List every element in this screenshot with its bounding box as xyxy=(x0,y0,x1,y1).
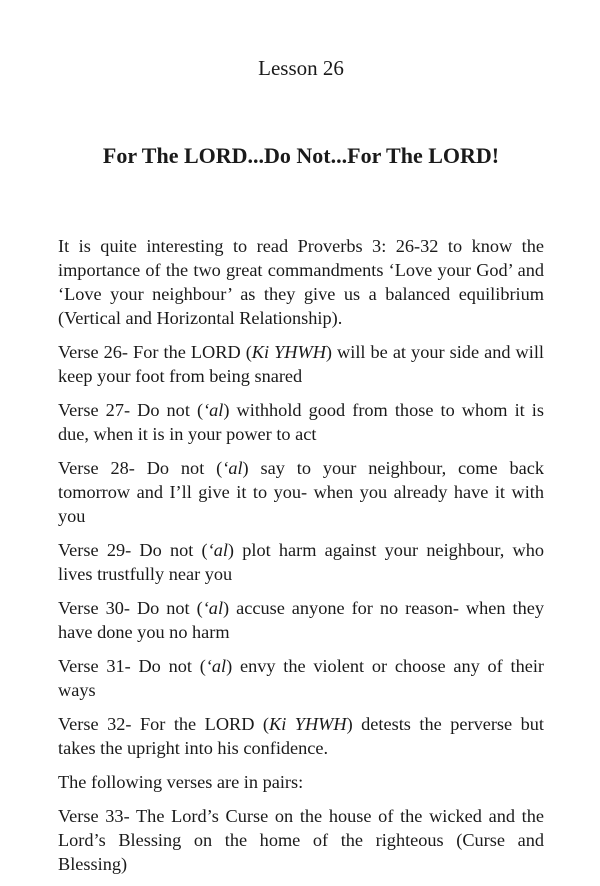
lesson-title: For The LORD...Do Not...For The LORD! xyxy=(102,143,500,168)
verse-31-term: ‘al xyxy=(205,656,227,676)
verse-30-term: ‘al xyxy=(202,598,224,618)
verse-30-rest: ) accuse anyone for no reason- when they have done you no harm xyxy=(58,598,544,642)
verse-28-term: ‘al xyxy=(222,458,243,478)
verse-28-rest: ) say to your neighbour, come back tomorrow and I’ll give it to you- when you already have it with you xyxy=(58,458,544,526)
verse-29-text: Verse 29- Do not ( xyxy=(58,540,208,560)
verse-26 xyxy=(58,340,544,388)
verse-31-text: Verse 31- Do not ( xyxy=(58,656,206,676)
book-page xyxy=(58,0,545,874)
verse-29 xyxy=(58,538,544,586)
verse-31-rest: ) envy the violent or choose any of their ways xyxy=(58,656,544,700)
verse-26-text: Verse 26- For the LORD ( xyxy=(58,342,252,362)
verse-31 xyxy=(58,654,544,702)
verse-32-term: Ki YHWH xyxy=(269,714,347,734)
verse-30-text: Verse 30- Do not ( xyxy=(58,598,203,618)
verse-30 xyxy=(58,596,544,644)
verse-27-text: Verse 27- Do not ( xyxy=(58,400,204,420)
verse-27-term: ‘al xyxy=(203,400,224,420)
verse-33: Verse 33- The Lord’s Curse on the house of the wicked and the Lord’s Blessing on the home of the righteous (Curse and Blessing) xyxy=(58,806,544,874)
verse-32 xyxy=(58,712,544,760)
lesson-body xyxy=(58,234,544,886)
verse-29-rest: ) plot harm against your neighbour, who lives trustfully near you xyxy=(58,540,545,584)
verse-26-term: Ki YHWH xyxy=(251,342,326,362)
lesson-label: Lesson 26 xyxy=(258,56,344,80)
intro-paragraph: It is quite interesting to read Proverbs 3: 26-32 to know the importance of the two great commandments ‘Love your God’ and ‘Love your neighbour’ as they give us a balanced equilibrium (Vertical and Horizontal Relationship). xyxy=(58,236,544,328)
verse-27-rest: ) withhold good from those to whom it is due, when it is in your power to act xyxy=(58,400,544,444)
verse-32-rest: ) detests the perverse but takes the upright into his confidence. xyxy=(58,714,544,758)
verse-28 xyxy=(58,456,544,528)
verse-27 xyxy=(58,398,544,446)
verse-26-rest: ) will be at your side and will keep your foot from being snared xyxy=(58,342,544,386)
verse-32-text: Verse 32- For the LORD ( xyxy=(58,714,270,734)
pairs-intro: The following verses are in pairs: xyxy=(58,772,304,792)
verse-28-text: Verse 28- Do not ( xyxy=(58,458,223,478)
verse-29-term: ‘al xyxy=(207,540,228,560)
